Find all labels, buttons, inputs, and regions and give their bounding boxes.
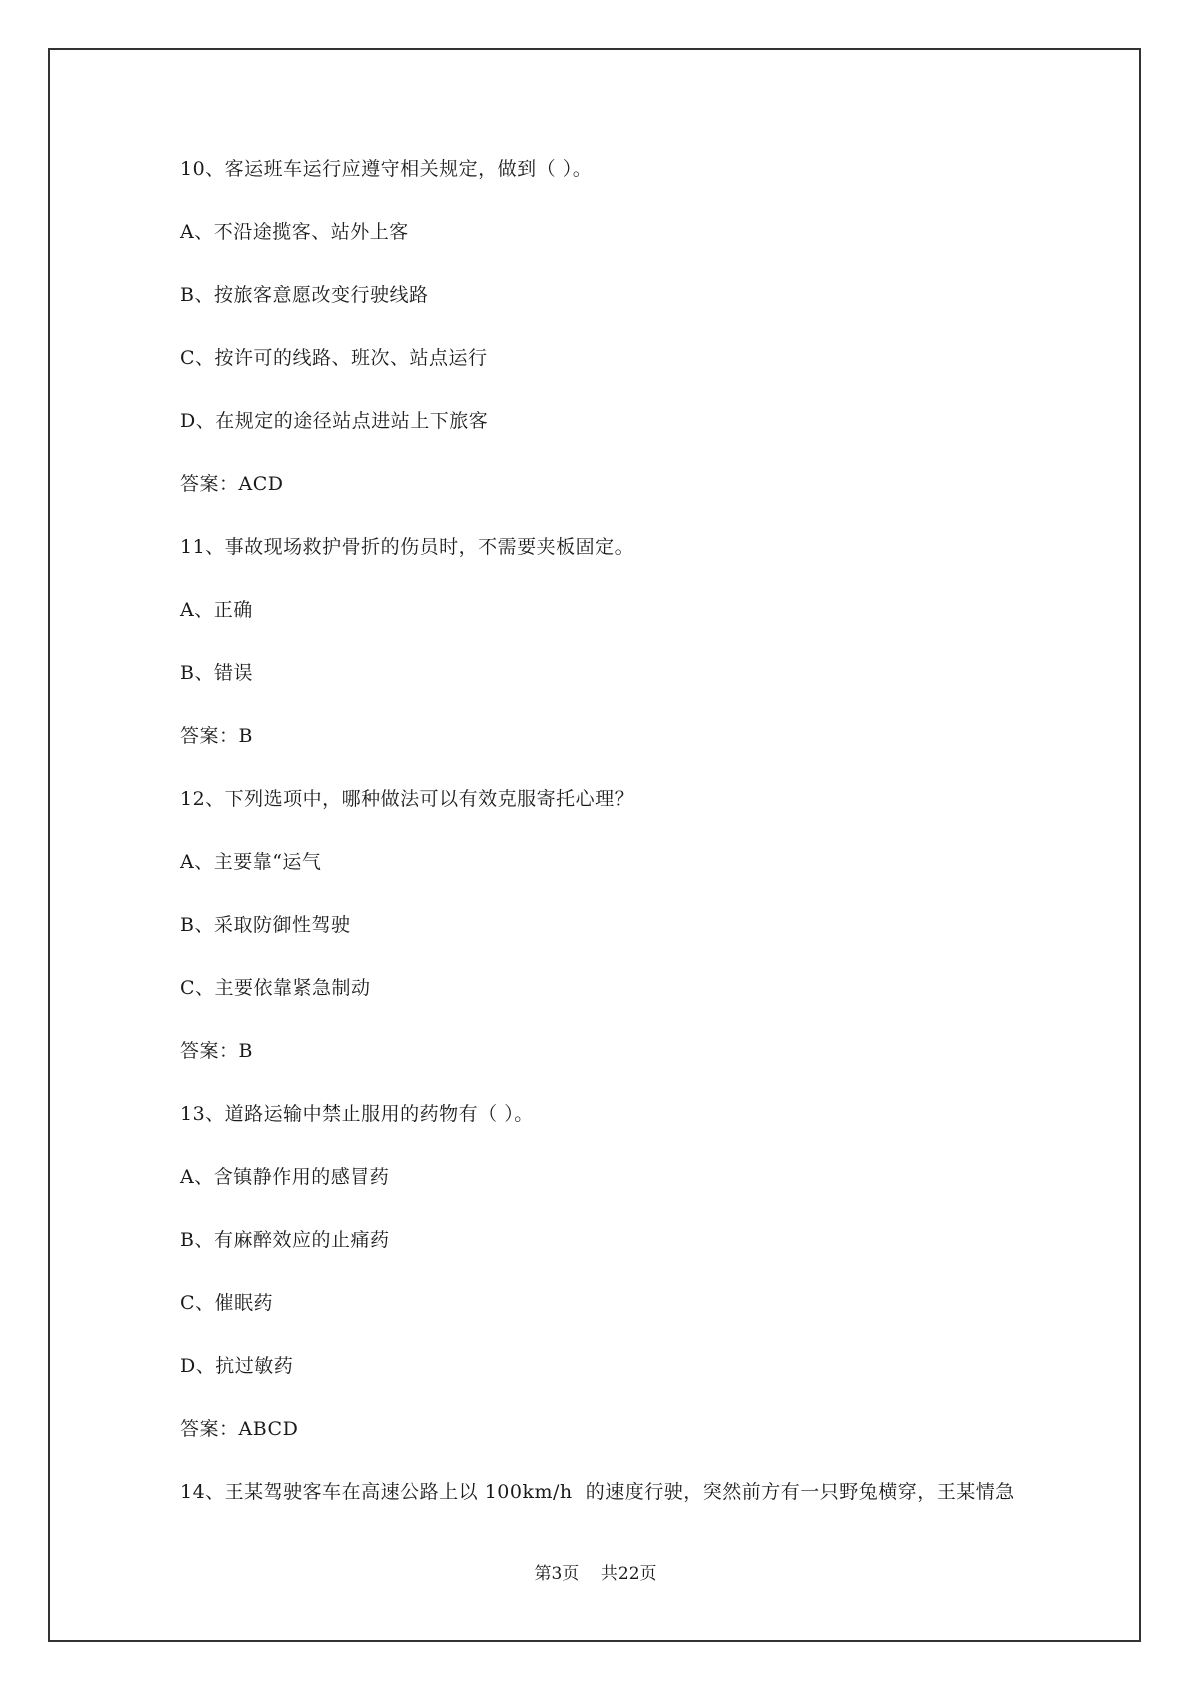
question-10-answer: 答案：ACD — [180, 473, 284, 495]
question-11-option-b: B、错误 — [180, 662, 253, 684]
question-11: 11、事故现场救护骨折的伤员时，不需要夹板固定。 — [180, 536, 635, 558]
question-13-answer: 答案：ABCD — [180, 1418, 299, 1440]
question-13-option-c: C、催眠药 — [180, 1292, 274, 1314]
question-10-option-a: A、不沿途揽客、站外上客 — [180, 221, 409, 243]
page-number: 第3页 共22页 — [534, 1564, 657, 1584]
question-14: 14、王某驾驶客车在高速公路上以 100km/h 的速度行驶，突然前方有一只野兔横穿，王某情急 — [180, 1481, 1015, 1503]
question-13-option-d: D、抗过敏药 — [180, 1355, 294, 1377]
question-12: 12、下列选项中，哪种做法可以有效克服寄托心理？ — [180, 788, 635, 810]
question-10-option-b: B、按旅客意愿改变行驶线路 — [180, 284, 429, 306]
question-10: 10、客运班车运行应遵守相关规定，做到（ ）。 — [180, 158, 593, 180]
question-11-option-a: A、正确 — [180, 599, 253, 621]
question-10-option-c: C、按许可的线路、班次、站点运行 — [180, 347, 488, 369]
question-13-option-a: A、含镇静作用的感冒药 — [180, 1166, 390, 1188]
document-body — [180, 158, 1060, 1544]
question-13-option-b: B、有麻醉效应的止痛药 — [180, 1229, 390, 1251]
question-12-option-c: C、主要依靠紧急制动 — [180, 977, 371, 999]
question-12-answer: 答案：B — [180, 1040, 253, 1062]
question-11-answer: 答案：B — [180, 725, 253, 747]
question-12-option-b: B、采取防御性驾驶 — [180, 914, 351, 936]
question-13: 13、道路运输中禁止服用的药物有（ ）。 — [180, 1103, 534, 1125]
question-10-option-d: D、在规定的途径站点进站上下旅客 — [180, 410, 489, 432]
question-12-option-a: A、主要靠“运气 — [180, 851, 322, 873]
